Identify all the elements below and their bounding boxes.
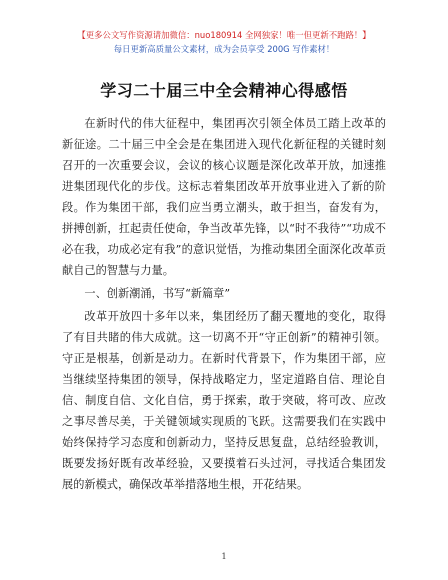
document-title: 学习二十届三中全会精神心得感悟 [100, 81, 348, 100]
document-body [62, 113, 386, 495]
paragraph-section-1: 改革开放四十多年以来，集团经历了翻天覆地的变化，取得了有目共睹的伟大成就。这一切离不开“守正创新”的精神引领。守正是根基，创新是动力。在新时代背景下，作为集团干部，应当继续坚持集团的领导，保持战略定力，坚定道路自信、理论自信、制度自信、文化自信，勇于探索，敢于突破，将可改、应改之事尽善尽美，于关键领域实现质的飞跃。这需要我们在实践中始终保持学习态度和创新动力，坚持反思复盘，总结经验教训，既要发扬好既有改革经验，又要摸着石头过河，寻找适合集团发展的新模式，确保改革举措落地生根，开花结果。 [62, 310, 386, 491]
promo-banner-line2: 每日更新高质量公文素材，成为会员享受 200G 写作素材！ [113, 44, 335, 54]
section-heading-1: 一、创新潮涌，书写“新篇章” [84, 287, 231, 300]
promo-banner-line1: 【更多公文写作资源请加微信：nuo180914 全网独家！唯一但更新不跑路！】 [77, 30, 371, 40]
paragraph-intro: 在新时代的伟大征程中，集团再次引领全体员工踏上改革的新征途。二十届三中全会是在集团进入现代化新征程的关键时刻召开的一次重要会议，会议的核心议题是深化改革开放，加速推进集团现代化的步伐。这标志着集团改革开放事业进入了新的阶段。作为集团干部，我们应当勇立潮头，敢于担当，奋发有为，拼搏创新，扛起责任使命，争当改革先锋，以“时不我待”“功成不必在我，功成必定有我”的意识觉悟，为推动集团全面深化改革贡献自己的智慧与力量。 [62, 117, 386, 277]
page-number: 1 [221, 552, 227, 561]
promo-banner [62, 28, 386, 56]
